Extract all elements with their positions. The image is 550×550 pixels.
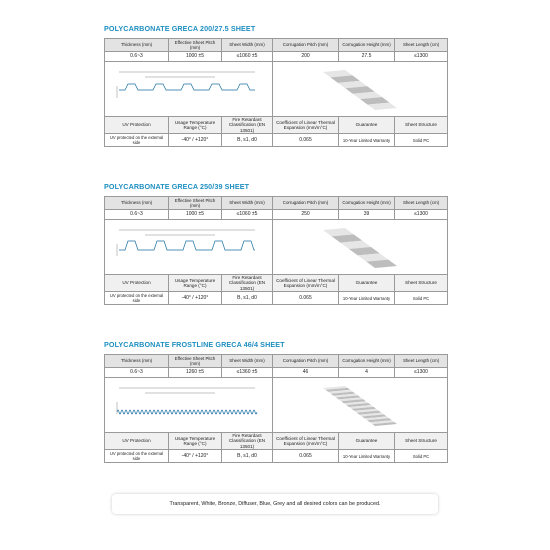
- header-cell: Sheet Structure: [395, 433, 448, 450]
- header-cell: Corrugation Height (mm): [339, 355, 395, 368]
- value-cell: -40° / +120°: [169, 134, 222, 147]
- value-cell: 0.6~3: [105, 210, 169, 220]
- value-cell: B, s1, d0: [222, 134, 273, 147]
- header-cell: Coefficient of Linear Thermal Expansion (mm/m°C): [273, 275, 339, 292]
- diagram-cell: [105, 220, 273, 275]
- value-cell: 0.6~3: [105, 52, 169, 62]
- profile-line: [117, 410, 257, 414]
- value-cell: B, s1, d0: [222, 292, 273, 305]
- value-cell: B, s1, d0: [222, 450, 273, 463]
- profile-line: [119, 84, 255, 90]
- header-cell: Usage Temperature Range (°C): [169, 275, 222, 292]
- value-cell: 250: [273, 210, 339, 220]
- value-cell: 0.065: [273, 134, 339, 147]
- header-cell: UV Protection: [105, 117, 169, 134]
- value-cell: Solid PC: [395, 134, 448, 147]
- value-cell: ≤1060 ±5: [222, 52, 273, 62]
- header-cell: Corrugation Height (mm): [339, 197, 395, 210]
- header-cell: Thickness (mm): [105, 197, 169, 210]
- header-cell: Corrugation Height (mm): [339, 39, 395, 52]
- header-cell: Guarantee: [339, 117, 395, 134]
- sheet-profile-diagram: [105, 378, 269, 432]
- header-cell: Effective Sheet Pitch (mm): [169, 197, 222, 210]
- header-cell: Sheet Width (mm): [222, 197, 273, 210]
- value-cell: 200: [273, 52, 339, 62]
- sheet-profile-diagram: [105, 220, 269, 274]
- spec-table: [104, 38, 448, 147]
- diagram-cell: [105, 378, 273, 433]
- header-cell: Sheet Length (cm): [395, 39, 448, 52]
- colors-note: [112, 494, 438, 514]
- value-cell: 10-Year Limited Warranty: [339, 292, 395, 305]
- diagram-cell: [105, 62, 273, 117]
- header-cell: Usage Temperature Range (°C): [169, 433, 222, 450]
- value-cell: 1000 ±5: [169, 210, 222, 220]
- value-cell: -40° / +120°: [169, 450, 222, 463]
- photo-cell: [273, 220, 448, 275]
- value-cell: Solid PC: [395, 450, 448, 463]
- header-cell: Guarantee: [339, 433, 395, 450]
- value-cell: 39: [339, 210, 395, 220]
- header-cell: UV Protection: [105, 433, 169, 450]
- value-cell: 1000 ±5: [169, 52, 222, 62]
- header-cell: Fire Retardant Classification (EN 13501): [222, 433, 273, 450]
- section-title: POLYCARBONATE FROSTLINE GRECA 46/4 SHEET: [104, 340, 285, 349]
- value-cell: 27.5: [339, 52, 395, 62]
- spec-table: [104, 196, 448, 305]
- value-cell: ≤1360 ±5: [222, 368, 273, 378]
- header-cell: Corrugation Pitch (mm): [273, 39, 339, 52]
- header-cell: UV Protection: [105, 275, 169, 292]
- value-cell: ≤1060 ±5: [222, 210, 273, 220]
- value-cell: UV protected on the external side: [105, 292, 169, 305]
- header-cell: Thickness (mm): [105, 355, 169, 368]
- value-cell: UV protected on the external side: [105, 450, 169, 463]
- photo-cell: [273, 62, 448, 117]
- value-cell: -40° / +120°: [169, 292, 222, 305]
- spec-table: [104, 354, 448, 463]
- header-cell: Effective Sheet Pitch (mm): [169, 39, 222, 52]
- header-cell: Sheet Structure: [395, 117, 448, 134]
- value-cell: Solid PC: [395, 292, 448, 305]
- value-cell: 0.6~3: [105, 368, 169, 378]
- photo-cell: [273, 378, 448, 433]
- colors-note-text: Transparent, White, Bronze, Diffuser, Blue, Grey and all desired colors can be produced.: [169, 501, 381, 507]
- header-cell: Coefficient of Linear Thermal Expansion (mm/m°C): [273, 117, 339, 134]
- header-cell: Sheet Width (mm): [222, 355, 273, 368]
- value-cell: 10-Year Limited Warranty: [339, 450, 395, 463]
- sheet-profile-diagram: [105, 62, 269, 116]
- header-cell: Guarantee: [339, 275, 395, 292]
- value-cell: 0.065: [273, 450, 339, 463]
- header-cell: Sheet Length (cm): [395, 197, 448, 210]
- value-cell: 1260 ±5: [169, 368, 222, 378]
- header-cell: Fire Retardant Classification (EN 13501): [222, 117, 273, 134]
- sheet-photo: [273, 378, 448, 432]
- value-cell: ≤1300: [395, 210, 448, 220]
- header-cell: Thickness (mm): [105, 39, 169, 52]
- profile-line: [119, 241, 255, 250]
- header-cell: Sheet Width (mm): [222, 39, 273, 52]
- section-title: POLYCARBONATE GRECA 200/27.5 SHEET: [104, 24, 256, 33]
- header-cell: Corrugation Pitch (mm): [273, 197, 339, 210]
- header-cell: Corrugation Pitch (mm): [273, 355, 339, 368]
- value-cell: 46: [273, 368, 339, 378]
- value-cell: 0.065: [273, 292, 339, 305]
- header-cell: Sheet Structure: [395, 275, 448, 292]
- value-cell: ≤1300: [395, 52, 448, 62]
- header-cell: Sheet Length (cm): [395, 355, 448, 368]
- header-cell: Fire Retardant Classification (EN 13501): [222, 275, 273, 292]
- header-cell: Usage Temperature Range (°C): [169, 117, 222, 134]
- sheet-photo: [273, 220, 448, 274]
- value-cell: UV protected on the external side: [105, 134, 169, 147]
- value-cell: ≤1300: [395, 368, 448, 378]
- value-cell: 10-Year Limited Warranty: [339, 134, 395, 147]
- sheet-photo: [273, 62, 448, 116]
- header-cell: Coefficient of Linear Thermal Expansion (mm/m°C): [273, 433, 339, 450]
- section-title: POLYCARBONATE GRECA 250/39 SHEET: [104, 182, 250, 191]
- value-cell: 4: [339, 368, 395, 378]
- header-cell: Effective Sheet Pitch (mm): [169, 355, 222, 368]
